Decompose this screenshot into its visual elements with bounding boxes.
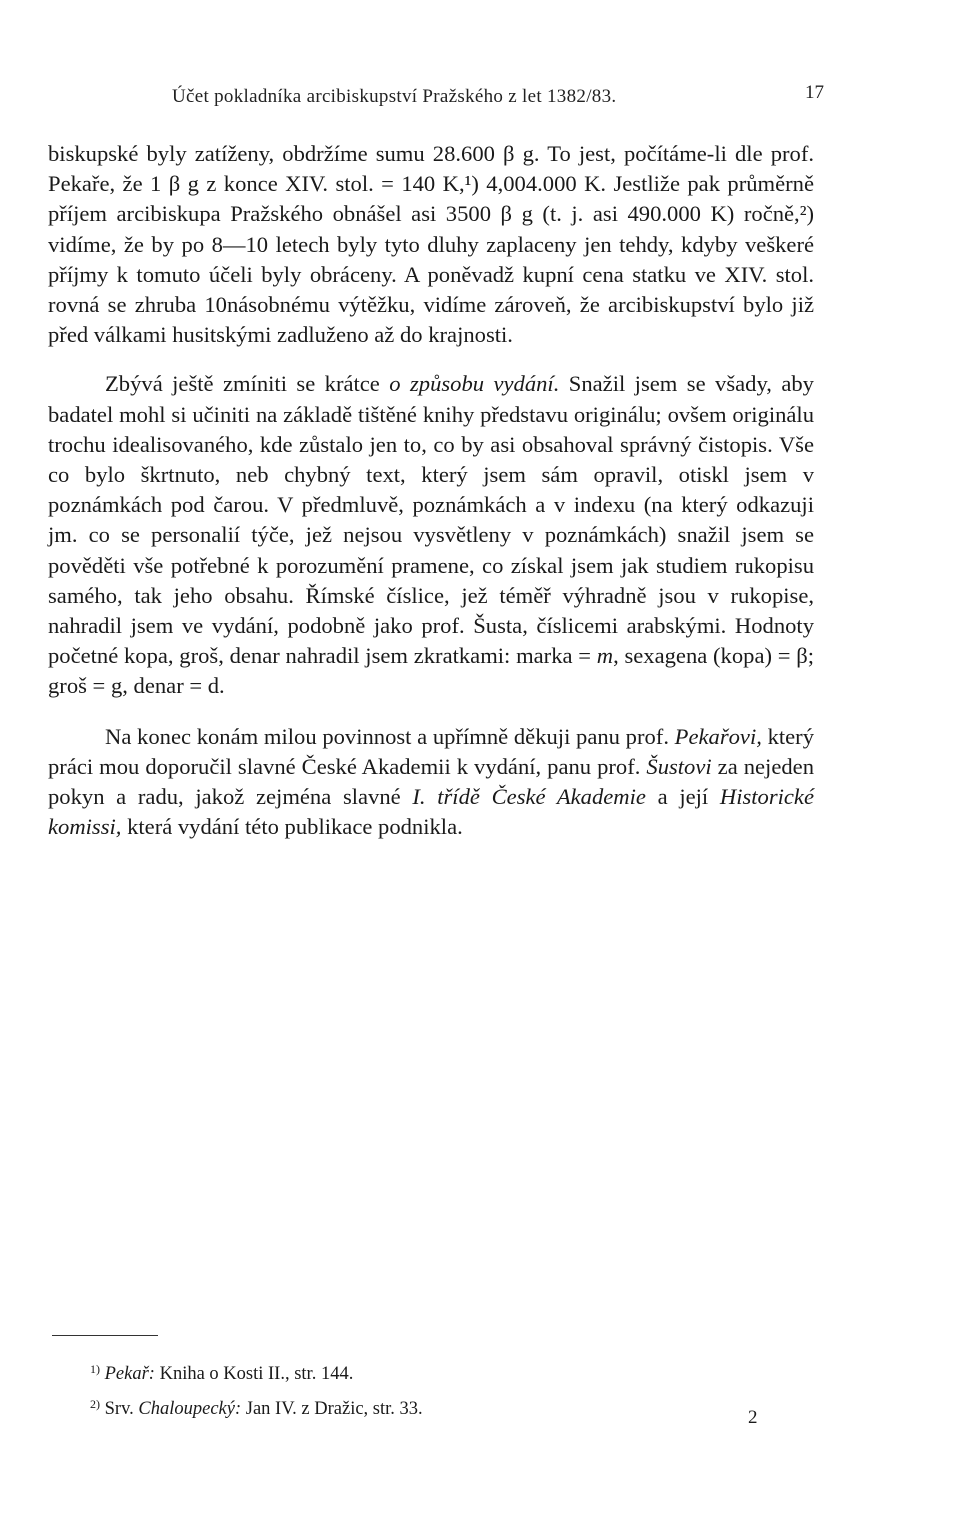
footnote-rule bbox=[52, 1335, 158, 1336]
paragraph-1 bbox=[48, 139, 814, 350]
paragraph-3-seg-0: Na konec konám milou povinnost a upřímně děkuji panu prof. bbox=[105, 723, 675, 749]
footnote-2-text: Jan IV. z Dražic, str. 33. bbox=[241, 1399, 423, 1419]
paragraph-3-seg-4: za nejeden pokyn a radu, jakož zejména slavné bbox=[48, 753, 814, 810]
body-text bbox=[48, 139, 814, 842]
paragraph-3-seg-6: a její bbox=[645, 784, 720, 810]
footnote-2-author: Chaloupecký: bbox=[138, 1399, 242, 1419]
paragraph-1-text: biskupské byly zatíženy, obdržíme sumu 28.600 β g. To jest, počítáme-li dle prof. Pekaře, že 1 β g z konce XIV. stol. = 140 K,¹) 4,004.000 K. Jestliže pak průměrně příjem arcibiskupa Pražského obnášel asi 3500 β g (t. j. asi 490.000 K) ročně,²) vidíme, že by po 8—10 letech byly tyto dluhy zaplaceny jen tehdy, kdyby veškeré příjmy k tomuto účeli byly obráceny. A poněvadž kupní cena statku ve XIV. stol. rovná se zhruba 10násobnému výtěžku, vidíme zároveň, že arcibiskupství bylo již před válkami husitskými zadluženo až do krajnosti. bbox=[48, 141, 814, 348]
paragraph-3 bbox=[48, 722, 814, 843]
paragraph-2 bbox=[48, 369, 814, 701]
footnote-2-pre: Srv. bbox=[100, 1399, 139, 1419]
paragraph-3-seg-1: Pekařovi, bbox=[674, 723, 762, 749]
paragraph-3-seg-8: která vydání této publikace podnikla. bbox=[121, 814, 463, 840]
footnote-2-mark: 2) bbox=[90, 1397, 100, 1411]
paragraph-3-seg-5: I. třídě České Akademie bbox=[412, 784, 646, 810]
paragraph-3-seg-2: který práci mou doporučil slavné České Akademii k vydání, panu prof. bbox=[48, 723, 815, 779]
paragraph-3-seg-3: Šustovi bbox=[646, 753, 712, 779]
page-number: 17 bbox=[805, 82, 824, 103]
paragraph-2-seg-3: m bbox=[596, 643, 614, 669]
footnote-1-author: Pekař: bbox=[104, 1364, 155, 1384]
footnotes bbox=[90, 1354, 423, 1424]
paragraph-2-seg-2: Snažil jsem se všady, aby badatel mohl si učiniti na základě tištěné knihy představu originálu; ovšem originálu trochu idealisovaného, kde zůstalo jen to, co by asi obsahoval správný čistopis. Vše co bylo škrtnuto, neb chybný text, který jsem sám opravil, otiskl jsem v poznámkách pod čarou. V předmluvě, poznámkách a v indexu (na který odkazuji jm. co se personalií týče, jež nejsou vysvětleny v poznámkách) snažil jsem se pověděti vše potřebné k porozumění pramene, co získal jsem jak studiem rukopisu samého, tak jeho obsahu. Římské číslice, jež téměř výhradně jsou v rukopise, nahradil jsem ve vydání, podobně jako prof. Šusta, číslicemi arabskými. Hodnoty početné kopa, groš, denar nahradil jsem zkratkami: marka = bbox=[48, 371, 814, 669]
footnote-2 bbox=[90, 1389, 423, 1424]
paragraph-2-seg-1: o způsobu vydání. bbox=[389, 371, 560, 397]
paragraph-3-seg-7: Historické komissi, bbox=[48, 784, 814, 840]
paragraph-2-seg-4: , sexagena (kopa) = β; groš = g, denar = d. bbox=[48, 643, 814, 699]
footnote-1-text: Kniha o Kosti II., str. 144. bbox=[154, 1364, 354, 1384]
running-title: Účet pokladníka arcibiskupství Pražského z let 1382/83. bbox=[172, 86, 617, 107]
signature-mark: 2 bbox=[748, 1407, 758, 1428]
footnote-1 bbox=[90, 1354, 423, 1389]
footnote-1-mark: 1) bbox=[90, 1362, 100, 1376]
paragraph-2-seg-0: Zbývá ještě zmíniti se krátce bbox=[105, 371, 390, 397]
